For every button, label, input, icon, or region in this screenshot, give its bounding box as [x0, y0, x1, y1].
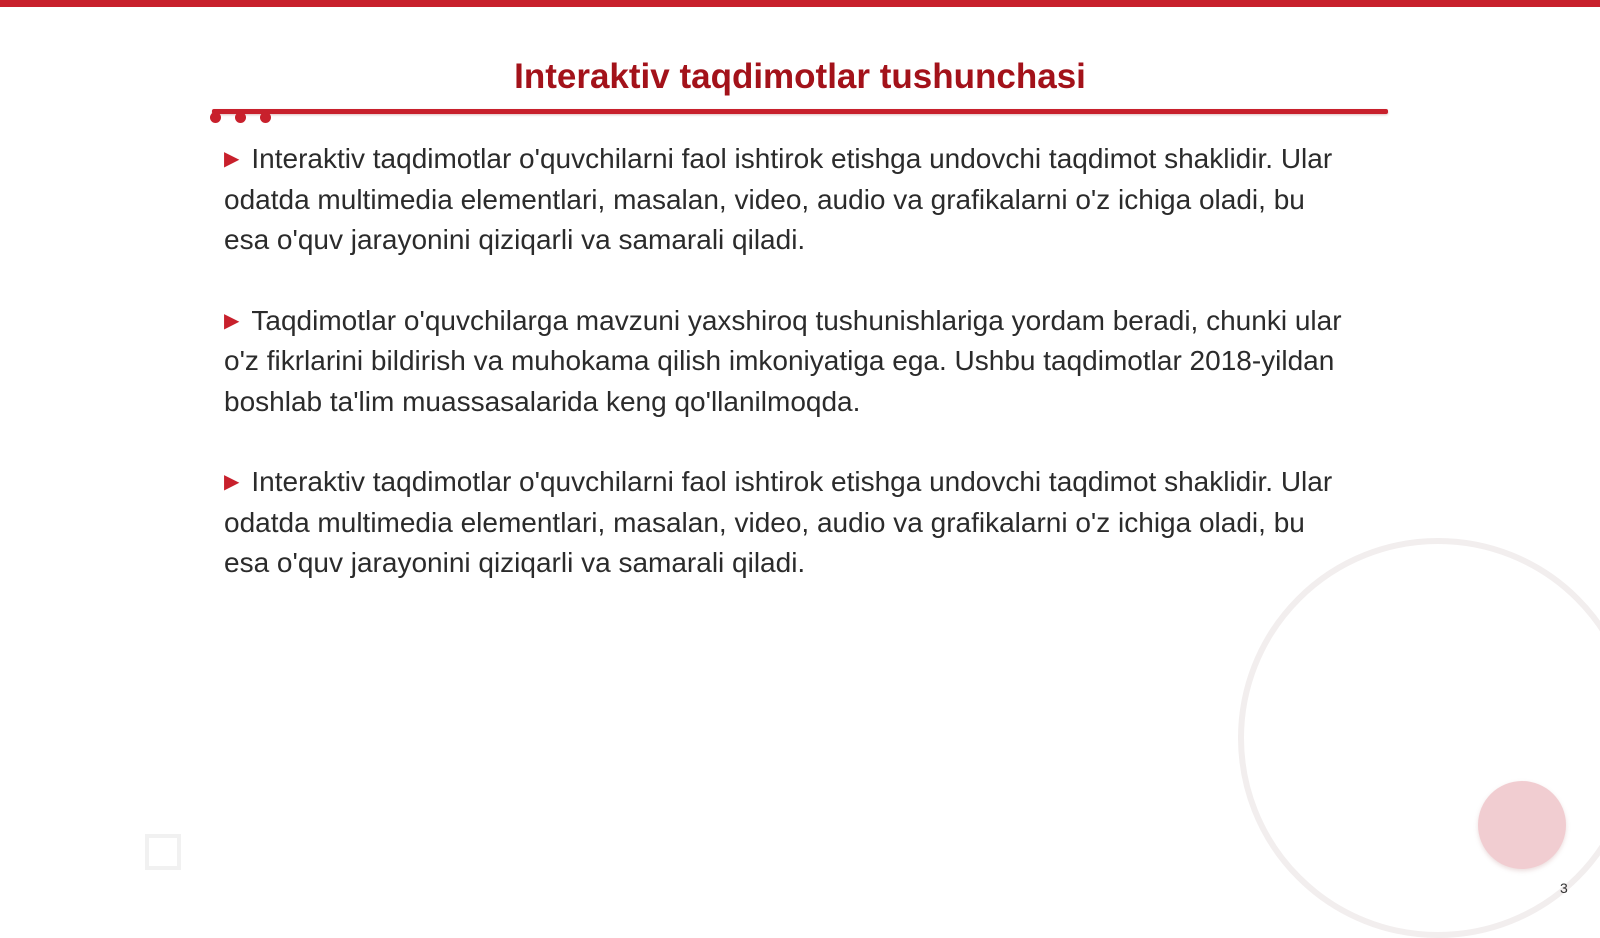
title-underline: [212, 109, 1388, 114]
bullet-arrow-icon: ▶: [224, 471, 240, 493]
bullet-text: Interaktiv taqdimotlar o'quvchilarni faol ishtirok etishga undovchi taqdimot shaklidir. Ular odatda multimedia elementlari, masalan, video, audio va grafikalarni o'z ichiga oladi, bu esa o'quv jarayonini qiziqarli va samarali qiladi.: [224, 143, 1333, 255]
underline-dot: [260, 112, 271, 123]
top-accent-bar: [0, 0, 1600, 7]
bullet-text: Taqdimotlar o'quvchilarga mavzuni yaxshiroq tushunishlariga yordam beradi, chunki ular o'z fikrlarini bildirish va muhokama qilish imkoniyatiga ega. Ushbu taqdimotlar 2018-yildan boshlab ta'lim muassasalarida keng qo'llanilmoqda.: [224, 304, 1342, 417]
decorative-circle: [1478, 781, 1566, 869]
underline-dot: [210, 112, 221, 123]
decorative-square: [145, 834, 181, 870]
slide-title: Interaktiv taqdimotlar tushunchasi: [514, 57, 1086, 96]
slide-body: [224, 139, 1354, 624]
bullet-text: Interaktiv taqdimotlar o'quvchilarni faol ishtirok etishga undovchi taqdimot shaklidir. Ular odatda multimedia elementlari, masalan, video, audio va grafikalarni o'z ichiga oladi, bu esa o'quv jarayonini qiziqarli va samarali qiladi.: [224, 466, 1333, 578]
bullet-arrow-icon: ▶: [224, 148, 240, 170]
bullet-item: [224, 301, 1354, 423]
bullet-item: [224, 462, 1354, 584]
slide-number: 3: [1560, 880, 1568, 896]
bullet-arrow-icon: ▶: [224, 309, 240, 332]
bullet-item: [224, 139, 1354, 261]
underline-dot: [235, 112, 246, 123]
